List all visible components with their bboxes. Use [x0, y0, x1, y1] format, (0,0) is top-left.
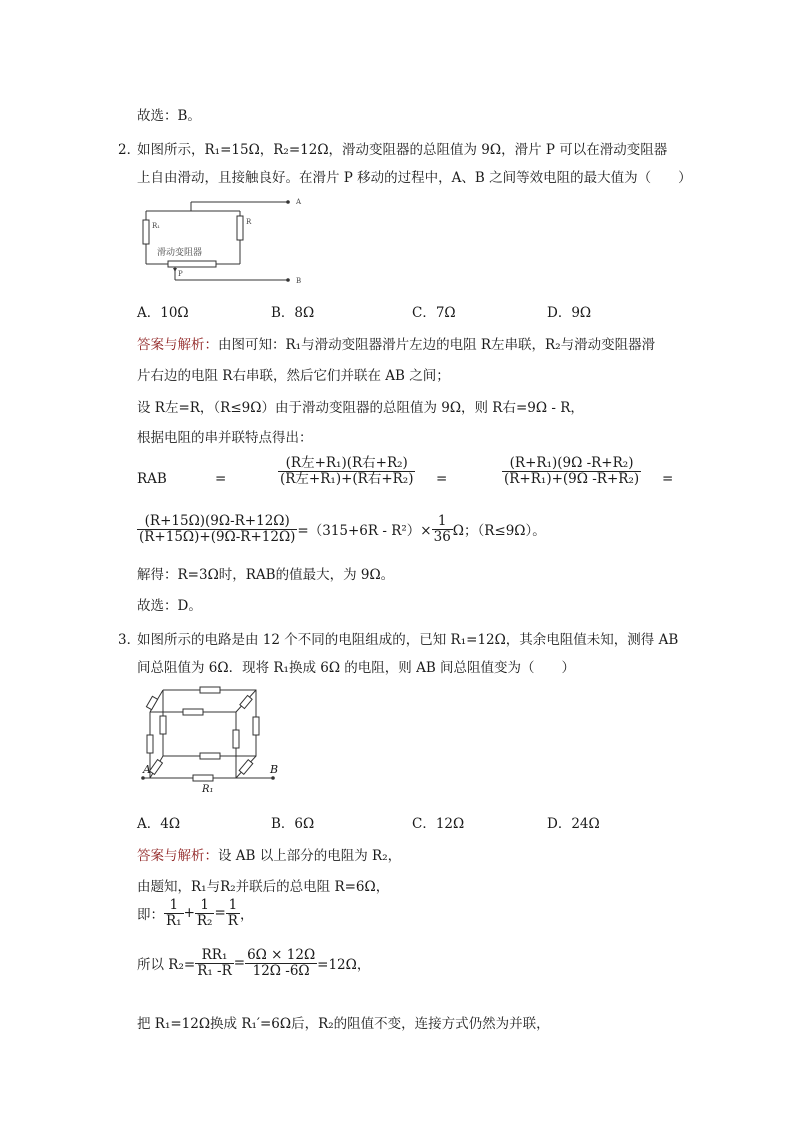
q3-eq1-prefix: 即：: [137, 907, 164, 924]
q2-answer-line1: 由图可知：R₁与滑动变阻器滑片左边的电阻 R左串联，R₂与滑动变阻器滑: [218, 337, 656, 353]
q2-circuit-figure: [138, 196, 308, 288]
q3-frac-e: [245, 948, 317, 979]
q2-fraction-3-den: (R+15Ω)+(9Ω-R+12Ω): [139, 528, 296, 545]
q2-answer-line3: 设 R左=R，（R≤9Ω）由于滑动变阻器的总阻值为 9Ω，则 R右=9Ω - R，: [137, 400, 584, 416]
q3-frac-a-den: R₁: [166, 912, 182, 929]
q2-option-a: A．10Ω: [137, 305, 189, 321]
q3-frac-d-den: R₁ -R: [197, 962, 232, 979]
q2-formula-row2: [137, 514, 546, 545]
q2-fig-p: P: [178, 270, 183, 278]
q2-r1-resistor: [143, 220, 149, 244]
q2-fig-r: R: [246, 218, 252, 226]
q3-eq2-prefix: 所以 R₂=: [137, 957, 196, 974]
q2-fraction-3: [137, 514, 297, 545]
q3-eq-sign: =: [214, 905, 226, 922]
q3-eq2-sign: =: [233, 955, 246, 972]
q2-conclusion: 故选：D。: [137, 598, 202, 614]
q3-stem-line2: 间总阻值为 6Ω．现将 R₁换成 6Ω 的电阻，则 AB 间总阻值变为（ ）: [137, 660, 576, 676]
q2-r2-resistor: [237, 216, 243, 240]
q2-fig-r1: R₁: [152, 222, 161, 230]
q2-eq-sign-2: =: [436, 471, 448, 487]
q2-fraction-1: [278, 456, 415, 487]
q2-number: 2．: [118, 142, 141, 158]
q3-answer-label: 答案与解析：: [137, 848, 218, 864]
q3-cube-circuit-figure: [138, 682, 288, 797]
q3-answer-line5: 把 R₁=12Ω换成 R₁′=6Ω后，R₂的阻值不变，连接方式仍然为并联，: [137, 1016, 550, 1032]
q2-fraction-2-den: (R+R₁)+(9Ω -R+R₂): [504, 470, 640, 487]
q2-fraction-4-den: 36: [433, 528, 451, 545]
q3-frac-d: [195, 948, 234, 979]
q2-fraction-1-num: (R左+R₁)(R右+R₂): [285, 455, 408, 471]
q3-frac-e-num: 6Ω × 12Ω: [247, 947, 316, 963]
q2-option-b: B．8Ω: [271, 305, 315, 321]
q2-fraction-4: [432, 514, 453, 545]
q2-answer-line2: 片右边的电阻 R右串联，然后它们并联在 AB 之间；: [137, 368, 450, 384]
q2-eq-sign-3: =: [662, 471, 674, 487]
q2-rheostat: [168, 261, 216, 267]
q2-option-c: C．7Ω: [412, 305, 456, 321]
q3-equation-2: [137, 948, 370, 979]
q3-option-a: A．4Ω: [137, 816, 181, 832]
q2-fig-rheostat: 滑动变阻器: [157, 248, 203, 258]
q2-stem-line1: 如图所示，R₁=15Ω，R₂=12Ω，滑动变阻器的总阻值为 9Ω，滑片 P 可以在滑动变阻器: [137, 142, 668, 158]
q3-plus-sign: +: [183, 905, 195, 922]
q3-frac-c-num: 1: [228, 897, 238, 913]
q2-fig-a: A: [296, 198, 302, 206]
q2-rab-symbol: RAB: [137, 471, 167, 487]
q3-option-d: D．24Ω: [547, 816, 600, 832]
q3-frac-c-den: R: [227, 912, 238, 929]
q2-answer-line4: 根据电阻的串并联特点得出：: [137, 430, 313, 446]
q3-answer-line2: 由题知，R₁与R₂并联后的总电阻 R=6Ω，: [137, 879, 390, 895]
q2-fraction-1-den: (R左+R₁)+(R右+R₂): [280, 470, 414, 487]
q2-option-d: D．9Ω: [547, 305, 592, 321]
q2-fraction-3-num: (R+15Ω)(9Ω-R+12Ω): [144, 513, 290, 529]
q3-fig-b: B: [270, 763, 279, 776]
q3-frac-c: [226, 898, 240, 929]
q3-frac-b-den: R₂: [196, 912, 213, 929]
q2-stem-line2: 上自由滑动，且接触良好。在滑片 P 移动的过程中，A、B 之间等效电阻的最大值为（ ）: [137, 170, 692, 186]
q3-number: 3．: [118, 632, 141, 648]
q3-answer-line1: 设 AB 以上部分的电阻为 R₂，: [218, 848, 402, 864]
q3-eq2-tail: =12Ω，: [317, 957, 371, 974]
q3-option-c: C．12Ω: [412, 816, 465, 832]
q3-fig-r1: R₁: [202, 784, 214, 795]
q2-fraction-2: [502, 456, 641, 487]
q3-frac-a-num: 1: [169, 897, 179, 913]
q3-eq1-comma: ，: [239, 907, 254, 924]
q2-answer-label: 答案与解析：: [137, 337, 218, 353]
q2-solve-line: 解得：R=3Ω时，RAB的值最大，为 9Ω。: [137, 567, 395, 583]
q3-frac-a: [164, 898, 184, 929]
prev-conclusion: 故选：B。: [137, 108, 201, 124]
q3-fig-a: A: [143, 763, 151, 776]
q3-option-b: B．6Ω: [271, 816, 315, 832]
q3-stem-line1: 如图所示的电路是由 12 个不同的电阻组成的，已知 R₁=12Ω，其余电阻值未知，测得 AB: [137, 632, 679, 648]
q3-equation-1: [137, 898, 253, 929]
q2-formula-tail: =（315+6R - R²）×: [297, 523, 432, 540]
q3-frac-e-den: 12Ω -6Ω: [245, 963, 317, 979]
q3-frac-d-num: RR₁: [201, 947, 228, 963]
q2-fraction-2-num: (R+R₁)(9Ω -R+R₂): [509, 455, 634, 471]
q3-frac-b-num: 1: [200, 897, 209, 913]
q2-fraction-4-num: 1: [437, 513, 447, 529]
q2-eq-sign-1: =: [215, 471, 227, 487]
q2-formula-tail2: Ω；（R≤9Ω）。: [452, 523, 546, 540]
q2-fig-b: B: [296, 277, 302, 285]
q3-frac-b: [195, 898, 215, 929]
